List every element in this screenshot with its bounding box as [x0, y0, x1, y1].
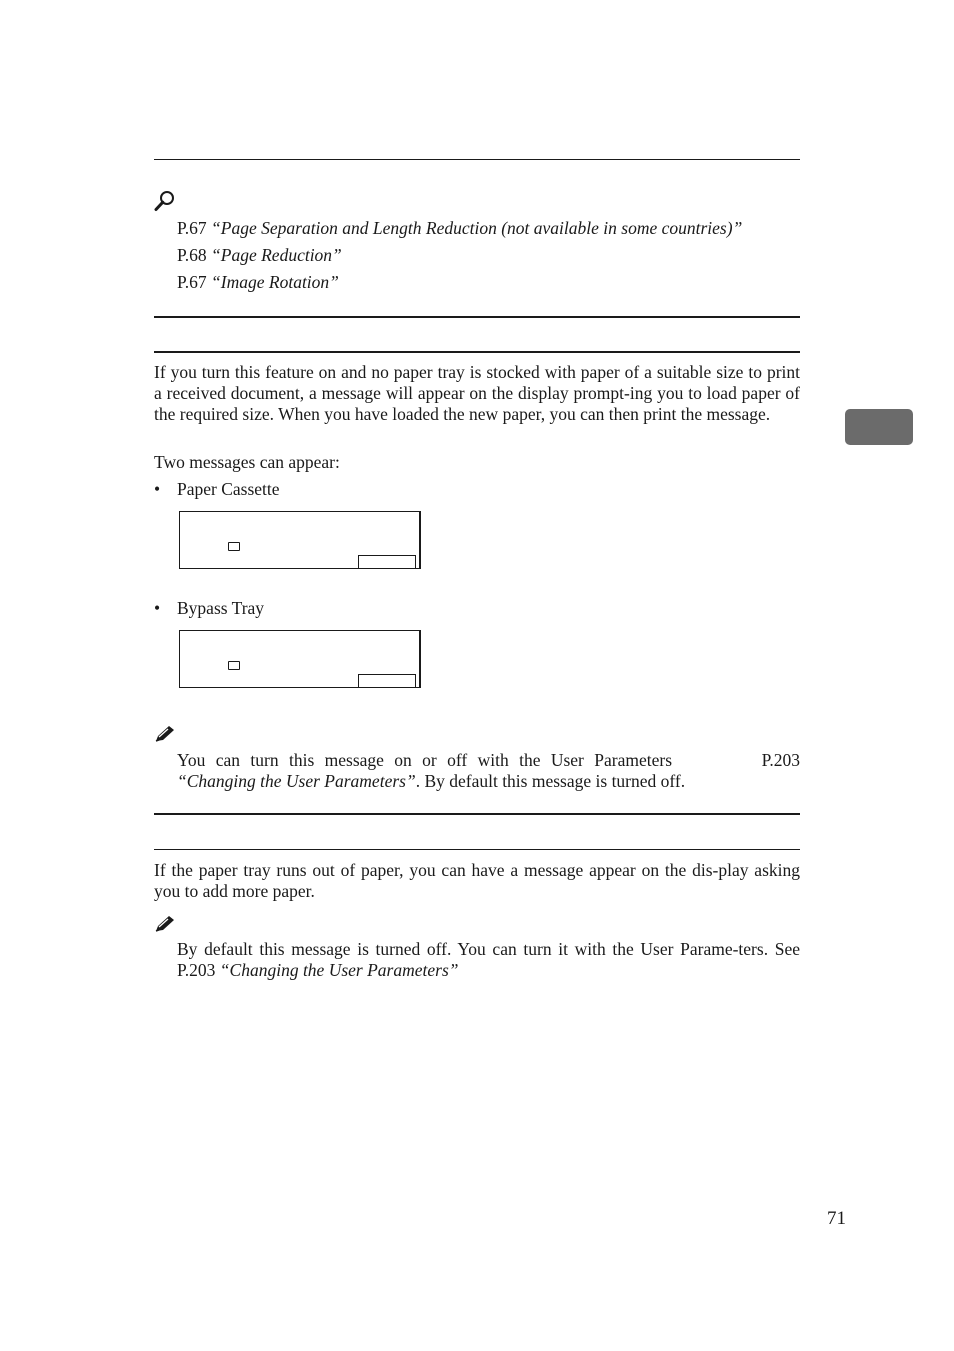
section1-note: You can turn this message on or off with the User Parameters P.203 “Changing the User Parameters”. By default this message is turned off.: [177, 750, 800, 791]
pencil-icon: [154, 914, 176, 934]
pencil-icon: [154, 724, 176, 744]
section2-note: By default this message is turned off. You can turn it with the User Parame-ters. See P.203 “Changing the User Parameters”: [177, 939, 800, 980]
section-heading-rule: [154, 849, 800, 850]
note-reference-link[interactable]: “Changing the User Parameters”: [177, 771, 416, 791]
page-number: 71: [827, 1208, 846, 1229]
note-reference-link[interactable]: “Changing the User Parameters”: [219, 960, 459, 980]
display-panel-paper-cassette: [179, 511, 420, 569]
reference-item[interactable]: P.68 “Page Reduction”: [177, 245, 342, 265]
section1-body: If you turn this feature on and no paper tray is stocked with paper of a suitable size to print a received document, a message will appear on the display prompt-ing you to load paper of the required size. When you have loaded the new paper, you can then print the message.: [154, 362, 800, 424]
paper-icon: [228, 661, 240, 670]
top-rule: [154, 159, 800, 160]
bullet-paper-cassette: • Paper Cassette: [154, 479, 280, 499]
paper-icon: [228, 542, 240, 551]
section-heading-rule: [154, 351, 800, 353]
section-rule: [154, 813, 800, 815]
display-softkey: [358, 555, 416, 568]
section-rule: [154, 316, 800, 318]
chapter-tab: [845, 409, 913, 445]
section2-body: If the paper tray runs out of paper, you can have a message appear on the dis-play asking you to add more paper.: [154, 860, 800, 901]
bullet-bypass-tray: • Bypass Tray: [154, 598, 265, 618]
reference-item[interactable]: P.67 “Page Separation and Length Reduction (not available in some countries)”: [177, 218, 743, 238]
display-softkey: [358, 674, 416, 687]
display-panel-bypass-tray: [179, 630, 420, 688]
magnifier-icon: [154, 190, 176, 212]
section1-intro: Two messages can appear:: [154, 452, 340, 472]
reference-item[interactable]: P.67 “Image Rotation”: [177, 272, 339, 292]
